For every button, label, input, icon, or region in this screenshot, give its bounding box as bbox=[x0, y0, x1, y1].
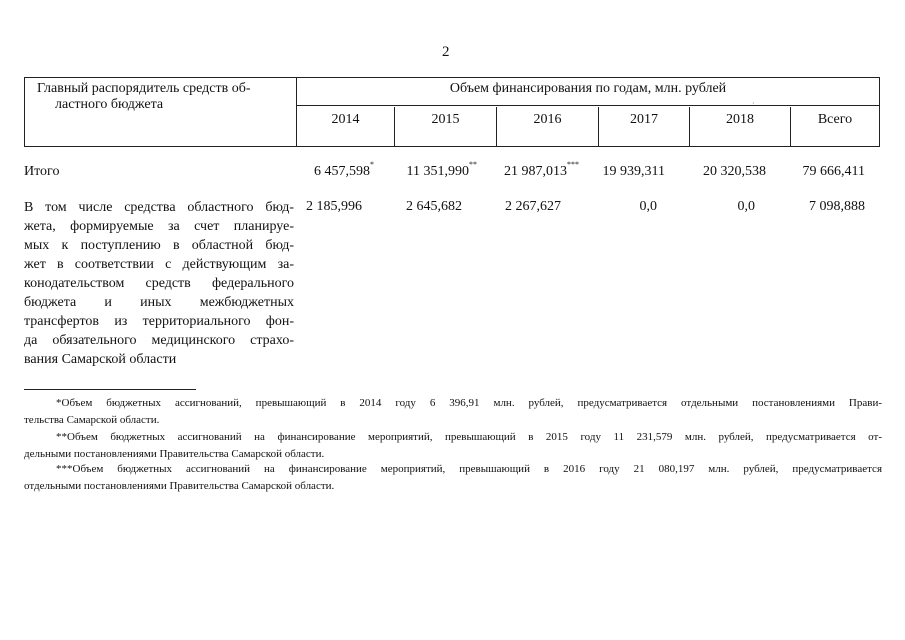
header-distributor-line1: Главный распорядитель средств об- bbox=[37, 81, 251, 96]
header-total: Всего bbox=[817, 112, 853, 127]
footnote-3-line2: отдельными постановлениями Правительства Самарской области. bbox=[24, 480, 335, 492]
row-total-label: Итого bbox=[24, 164, 60, 179]
including-2018: 0,0 bbox=[737, 199, 755, 214]
header-year-2014: 2014 bbox=[297, 107, 395, 146]
footnote-2 bbox=[24, 429, 882, 463]
total-all: 79 666,411 bbox=[802, 164, 865, 179]
header-year-2015: 2015 bbox=[395, 107, 497, 146]
scan-speck: · bbox=[752, 99, 755, 108]
header-funding-volume: Объем финансирования по годам, млн. рублей bbox=[297, 78, 879, 106]
including-2015: 2 645,682 bbox=[406, 199, 462, 214]
including-all: 7 098,888 bbox=[809, 199, 865, 214]
footnote-2-line1: **Объем бюджетных ассигнований на финансирование мероприятий, превышающий в 2015 году 11 231,579 млн. рублей, предусматривается от- bbox=[56, 431, 882, 443]
header-distributor-cell bbox=[25, 78, 297, 146]
footnote-3 bbox=[24, 461, 882, 495]
including-line: жета, формируемые за счет планируе- bbox=[24, 219, 294, 234]
total-2014-value: 6 457,598 bbox=[314, 164, 370, 179]
including-line: трансфертов из территориального фон- bbox=[24, 314, 294, 329]
including-line: В том числе средства областного бюд- bbox=[24, 200, 294, 215]
including-2014: 2 185,996 bbox=[306, 199, 362, 214]
total-2016 bbox=[504, 160, 579, 180]
table-header bbox=[24, 77, 880, 147]
header-year-2016: 2016 bbox=[497, 107, 599, 146]
including-line: конодательством средств федерального bbox=[24, 276, 294, 291]
footnote-mark-1: * bbox=[370, 160, 374, 169]
including-2017: 0,0 bbox=[639, 199, 657, 214]
header-year-2017: 2017 bbox=[599, 107, 690, 146]
including-line: да обязательного медицинского страхо- bbox=[24, 333, 294, 348]
total-2015 bbox=[406, 160, 477, 180]
footnote-mark-2: ** bbox=[469, 160, 477, 169]
total-2018: 20 320,538 bbox=[703, 164, 766, 179]
including-line: мых к поступлению в областной бюд- bbox=[24, 238, 294, 253]
including-line: жет в соответствии с действующим за- bbox=[24, 257, 294, 272]
footnote-2-line2: дельными постановлениями Правительства Самарской области. bbox=[24, 448, 325, 460]
header-year-2018: 2018 bbox=[690, 107, 791, 146]
total-2016-value: 21 987,013 bbox=[504, 164, 567, 179]
header-distributor-line2: ластного бюджета bbox=[55, 97, 164, 112]
including-2016: 2 267,627 bbox=[505, 199, 561, 214]
total-2017: 19 939,311 bbox=[602, 164, 665, 179]
footnote-1-line1: *Объем бюджетных ассигнований, превышающий в 2014 году 6 396,91 млн. рублей, предусматривается отдельными постановлениями Прави- bbox=[56, 397, 882, 409]
row-including-label bbox=[24, 198, 294, 369]
page-number: 2 bbox=[442, 44, 450, 60]
total-2014 bbox=[314, 160, 374, 180]
footnote-3-line1: ***Объем бюджетных ассигнований на финансирование мероприятий, превышающий в 2016 году 21 080,197 млн. рублей, предусматривается bbox=[56, 463, 882, 475]
footnote-divider bbox=[24, 389, 196, 390]
footnote-1-line2: тельства Самарской области. bbox=[24, 414, 160, 426]
including-line: бюджета и иных межбюджетных bbox=[24, 295, 294, 310]
total-2015-value: 11 351,990 bbox=[406, 164, 469, 179]
footnote-mark-3: *** bbox=[567, 160, 579, 169]
footnote-1 bbox=[24, 395, 882, 429]
including-line: вания Самарской области bbox=[24, 352, 177, 367]
